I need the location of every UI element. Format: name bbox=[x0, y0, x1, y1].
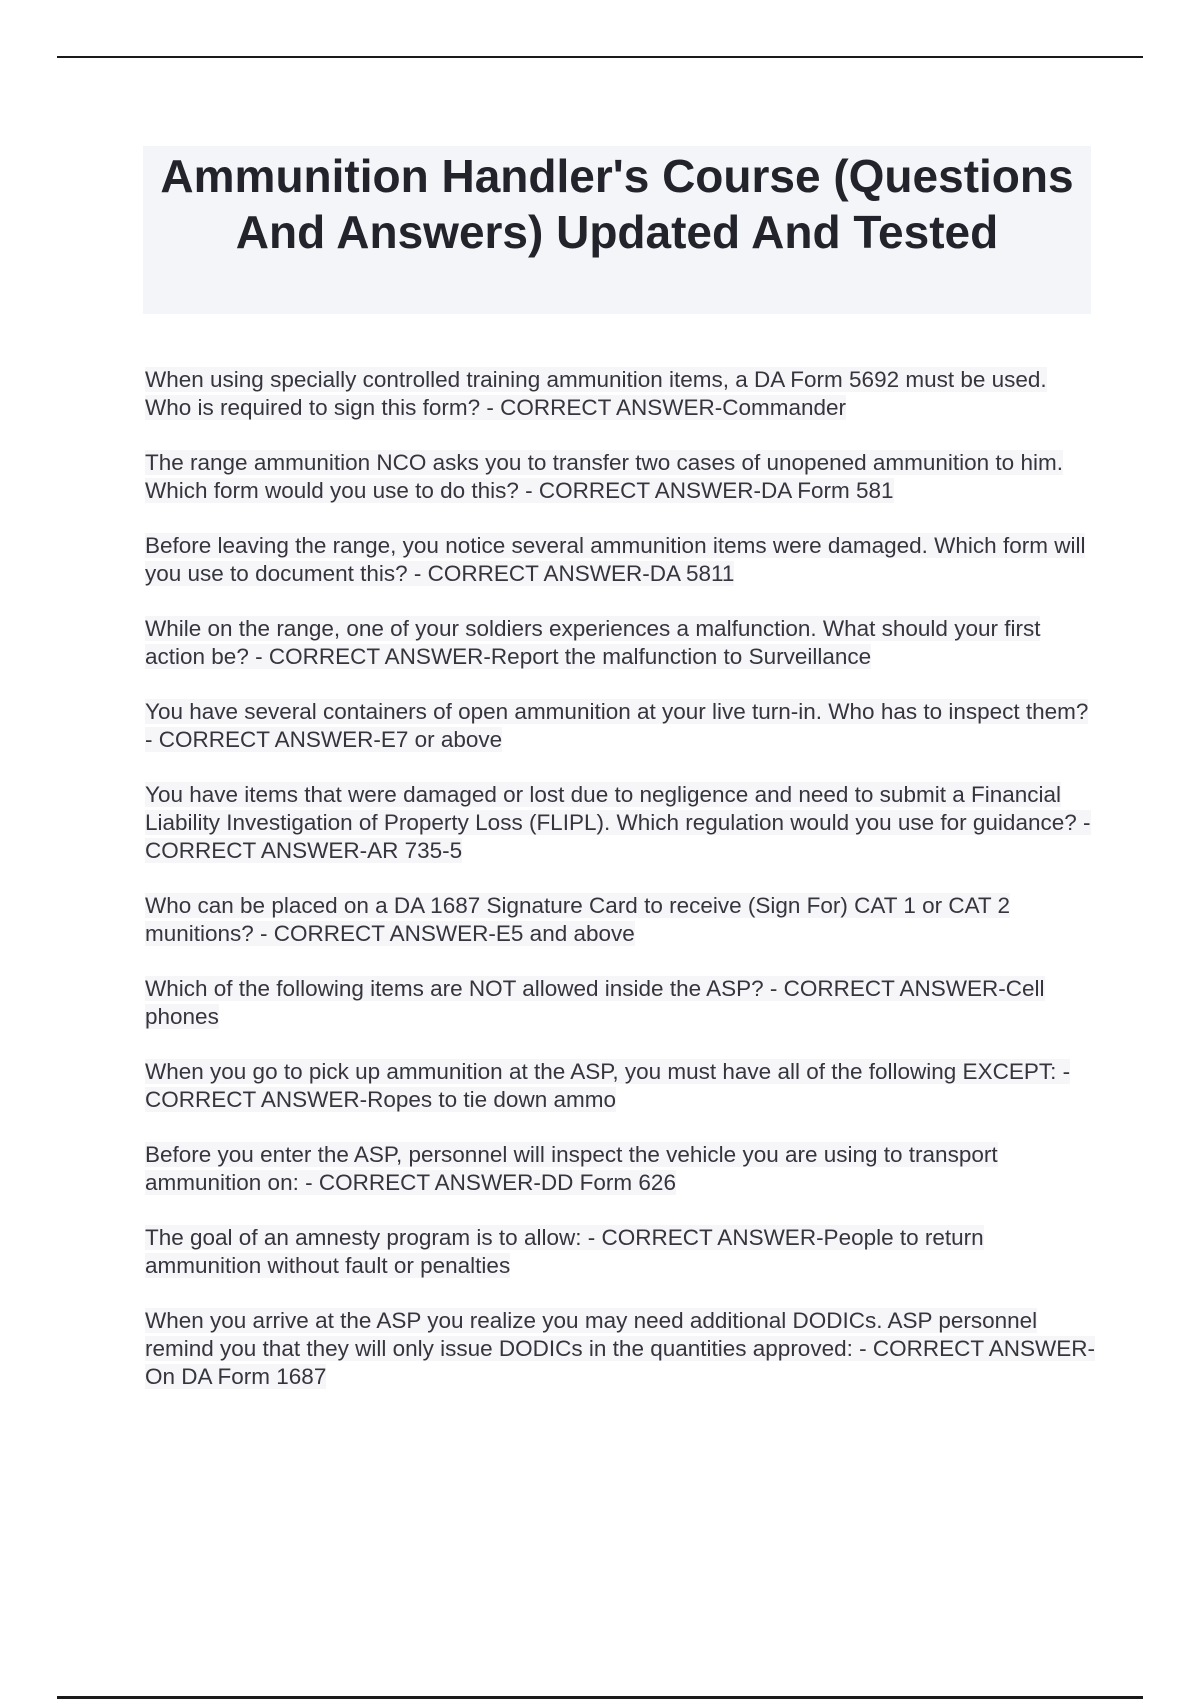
qa-text: Who can be placed on a DA 1687 Signature Card to receive (Sign For) CAT 1 or CAT 2 munitions? - CORRECT ANSWER-E5 and above bbox=[145, 893, 1011, 946]
top-rule bbox=[57, 56, 1143, 58]
qa-text: Before you enter the ASP, personnel will inspect the vehicle you are using to transport ammunition on: - CORRECT ANSWER-DD Form 626 bbox=[145, 1142, 998, 1195]
qa-item bbox=[145, 1307, 1095, 1391]
qa-text: You have items that were damaged or lost due to negligence and need to submit a Financial Liability Investigation of Property Loss (FLIPL). Which regulation would you use for guidance? - CORRECT ANSWER-AR 735-5 bbox=[145, 782, 1091, 863]
qa-text: Before leaving the range, you notice several ammunition items were damaged. Which form will you use to document this? - CORRECT ANSWER-DA 5811 bbox=[145, 533, 1086, 586]
qa-item bbox=[145, 1058, 1095, 1114]
qa-item bbox=[145, 781, 1095, 865]
qa-item bbox=[145, 1141, 1095, 1197]
qa-text: You have several containers of open ammunition at your live turn-in. Who has to inspect them? - CORRECT ANSWER-E7 or above bbox=[145, 699, 1089, 752]
qa-item bbox=[145, 698, 1095, 754]
qa-text: The range ammunition NCO asks you to transfer two cases of unopened ammunition to him. Which form would you use to do this? - CORRECT ANSWER-DA Form 581 bbox=[145, 450, 1063, 503]
qa-text: Which of the following items are NOT allowed inside the ASP? - CORRECT ANSWER-Cell phones bbox=[145, 976, 1045, 1029]
qa-text: When using specially controlled training ammunition items, a DA Form 5692 must be used. Who is required to sign this form? - CORRECT ANSWER-Commander bbox=[145, 367, 1047, 420]
qa-text: When you go to pick up ammunition at the ASP, you must have all of the following EXCEPT: - CORRECT ANSWER-Ropes to tie down ammo bbox=[145, 1059, 1071, 1112]
qa-item bbox=[145, 892, 1095, 948]
qa-text: When you arrive at the ASP you realize you may need additional DODICs. ASP personnel remind you that they will only issue DODICs in the quantities approved: - CORRECT ANSWER-On DA Form 1687 bbox=[145, 1308, 1095, 1389]
bottom-rule bbox=[57, 1696, 1143, 1699]
qa-item bbox=[145, 615, 1095, 671]
qa-text: The goal of an amnesty program is to allow: - CORRECT ANSWER-People to return ammunition without fault or penalties bbox=[145, 1225, 984, 1278]
page-title: Ammunition Handler's Course (Questions And Answers) Updated And Tested bbox=[160, 150, 1074, 258]
qa-item bbox=[145, 975, 1095, 1031]
qa-text: While on the range, one of your soldiers experiences a malfunction. What should your first action be? - CORRECT ANSWER-Report the malfunction to Surveillance bbox=[145, 616, 1041, 669]
qa-item bbox=[145, 366, 1095, 422]
qa-list bbox=[145, 366, 1095, 1418]
qa-item bbox=[145, 1224, 1095, 1280]
qa-item bbox=[145, 532, 1095, 588]
title-banner bbox=[143, 146, 1091, 314]
qa-item bbox=[145, 449, 1095, 505]
